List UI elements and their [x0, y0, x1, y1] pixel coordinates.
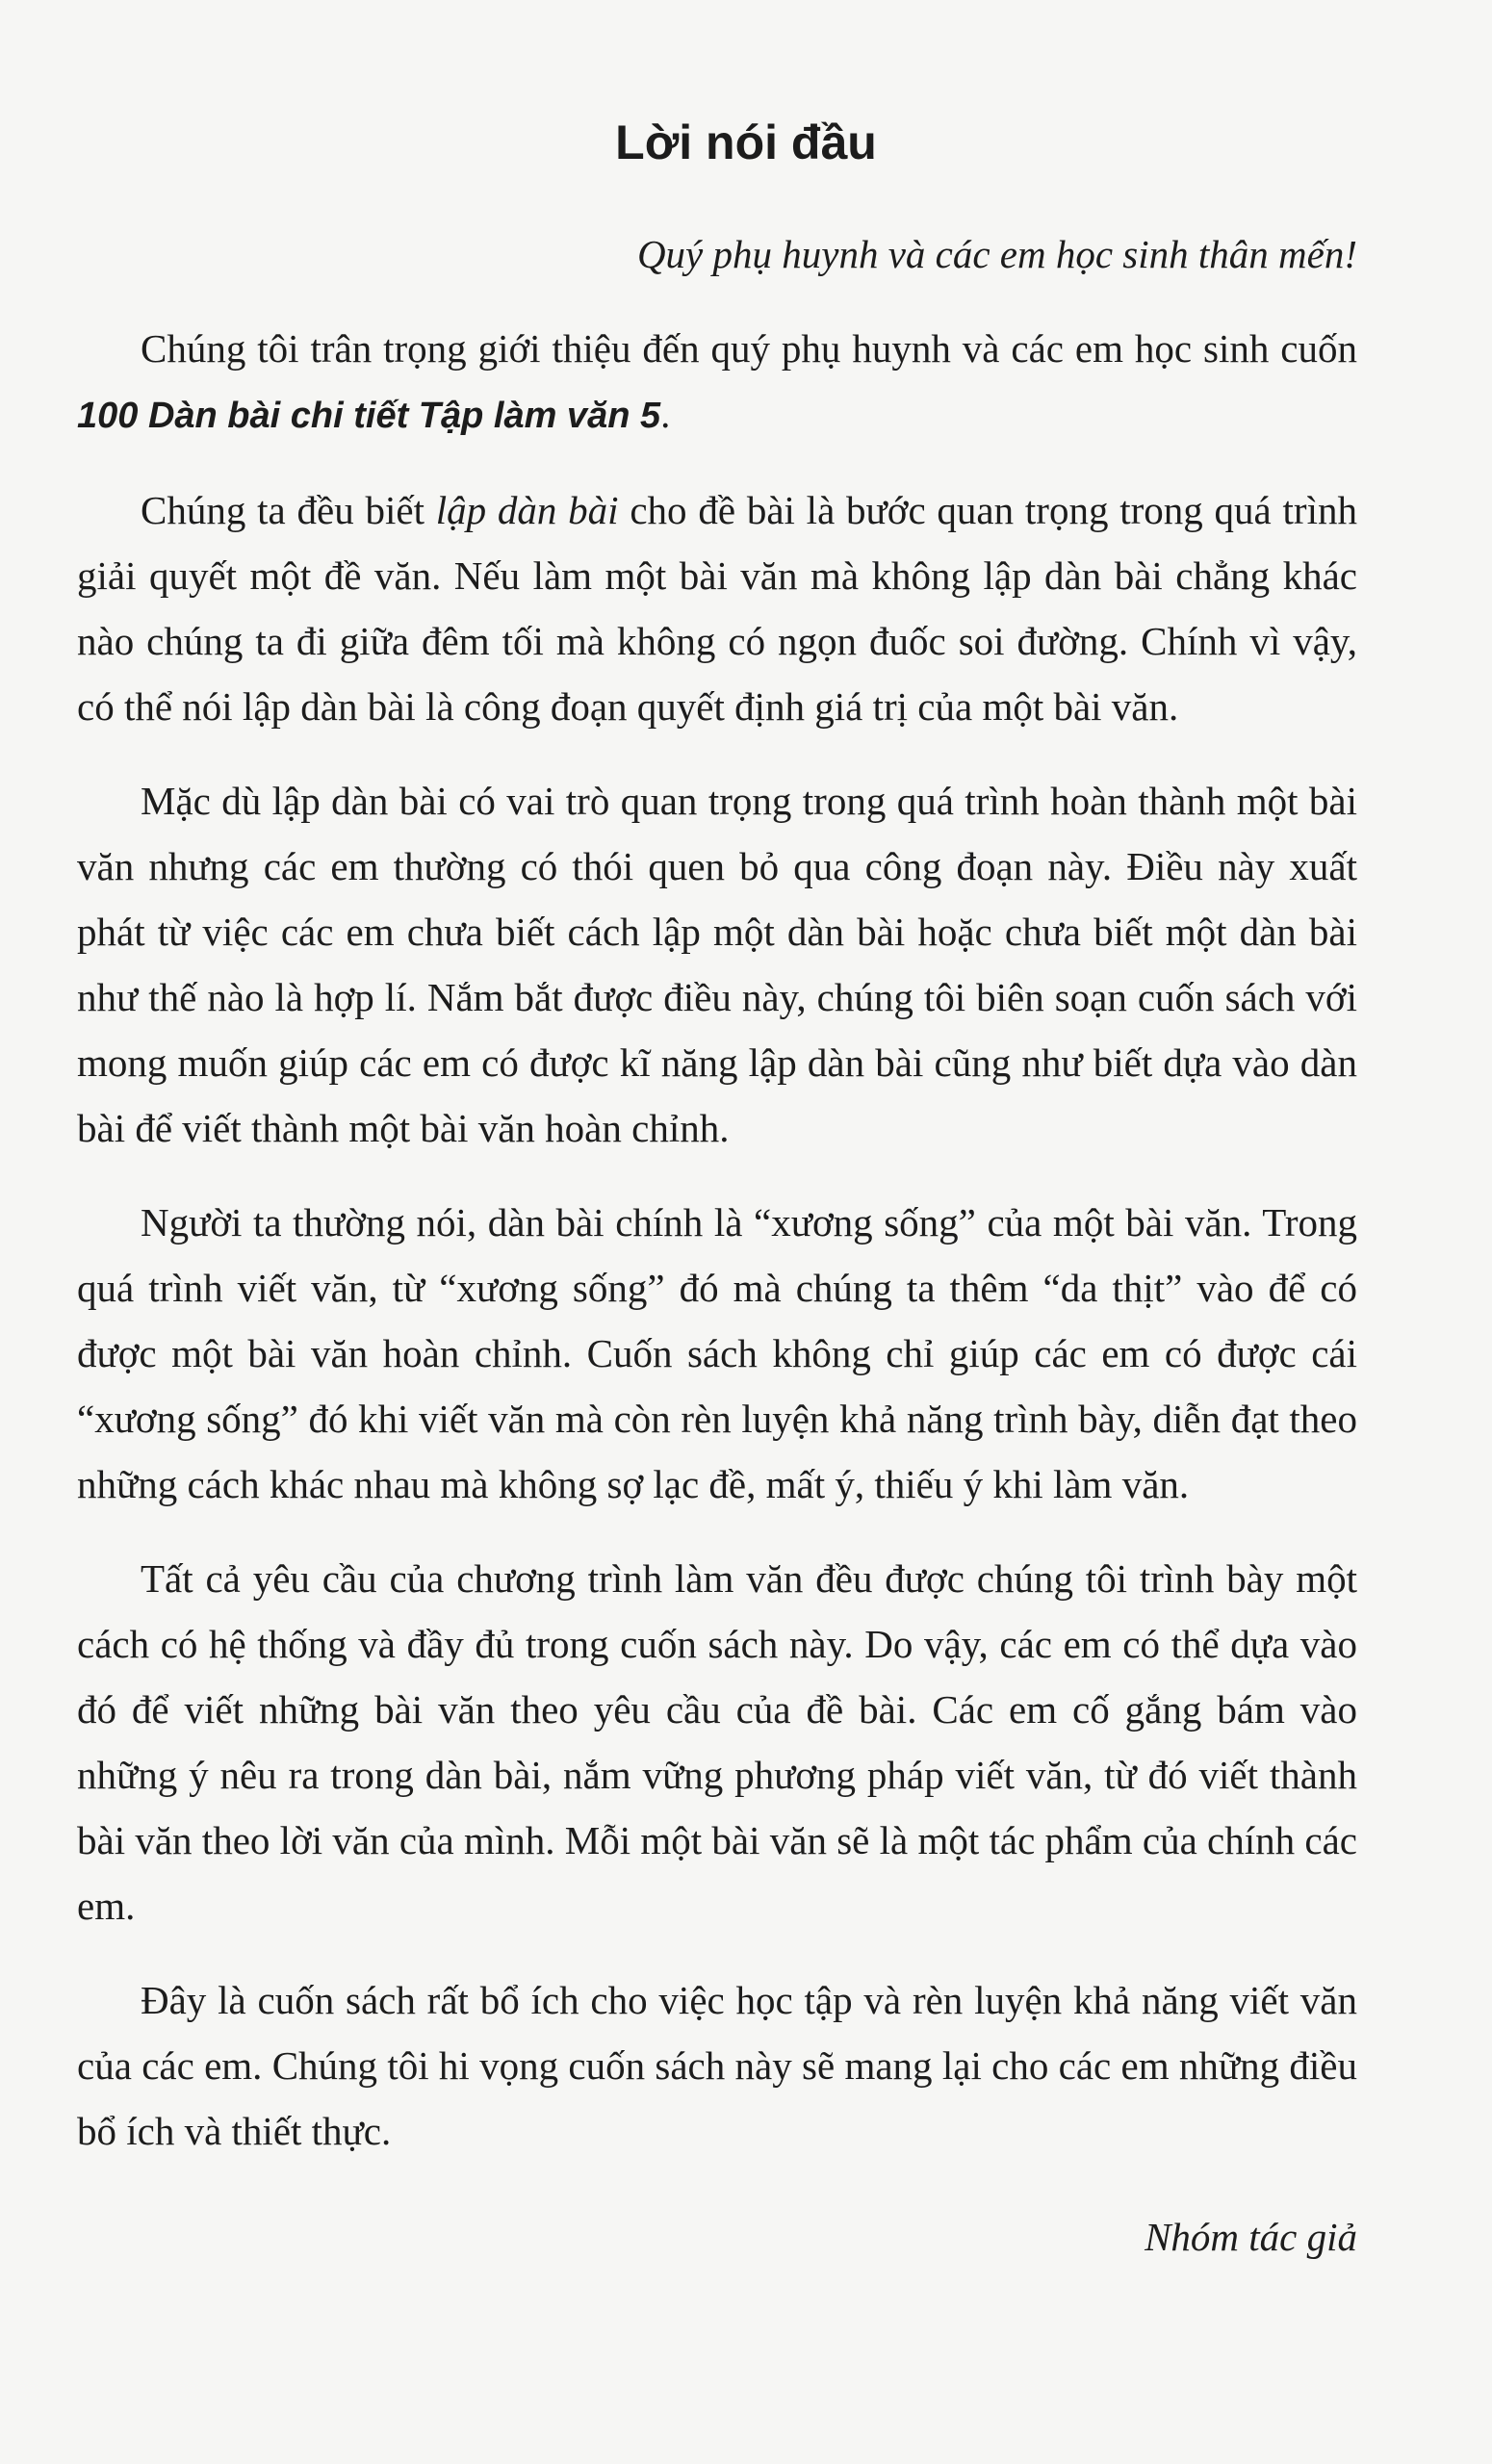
paragraph-habit: Mặc dù lập dàn bài có vai trò quan trọng trong quá trình hoàn thành một bài văn nhưng các em thường có thói quen bỏ qua công đoạn này. Điều này xuất phát từ việc các em chưa biết cách lập một dàn bài hoặc chưa biết một dàn bài như thế nào là hợp lí. Nắm bắt được điều này, chúng tôi biên soạn cuốn sách với mong muốn giúp các em có được kĩ năng lập dàn bài cũng như biết dựa vào dàn bài để viết thành một bài văn hoàn chỉnh. — [77, 779, 1357, 1150]
page-title: Lời nói đầu — [615, 116, 877, 169]
paragraph-intro-text: Chúng tôi trân trọng giới thiệu đến quý phụ huynh và các em học sinh cuốn — [141, 326, 1357, 371]
paragraph-closing: Đây là cuốn sách rất bổ ích cho việc học tập và rèn luyện khả năng viết văn của các em. Chúng tôi hi vọng cuốn sách này sẽ mang lại cho các em những điều bổ ích và thiết thực. — [77, 1978, 1357, 2153]
paragraph-outline-importance-rest: cho đề bài là bước quan trọng trong quá trình giải quyết một đề văn. Nếu làm một bài văn mà không lập dàn bài chẳng khác nào chúng ta đi giữa đêm tối mà không có ngọn đuốc soi đường. Chính vì vậy, có thể nói lập dàn bài là công đoạn quyết định giá trị của một bài văn. — [77, 488, 1357, 729]
paragraph-backbone: Người ta thường nói, dàn bài chính là “xương sống” của một bài văn. Trong quá trình viết văn, từ “xương sống” đó mà chúng ta thêm “da thịt” vào để có được một bài văn hoàn chỉnh. Cuốn sách không chỉ giúp các em có được cái “xương sống” đó khi viết văn mà còn rèn luyện khả năng trình bày, diễn đạt theo những cách khác nhau mà không sợ lạc đề, mất ý, thiếu ý khi làm văn. — [77, 1200, 1357, 1506]
emphasis-lap-dan-bai: lập dàn bài — [435, 488, 619, 532]
paragraph-outline-importance — [77, 477, 1357, 739]
book-title: 100 Dàn bài chi tiết Tập làm văn 5 — [77, 396, 661, 436]
paragraph-intro-end: . — [660, 392, 671, 436]
paragraph-program: Tất cả yêu cầu của chương trình làm văn đều được chúng tôi trình bày một cách có hệ thống và đầy đủ trong cuốn sách này. Do vậy, các em có thể dựa vào đó để viết những bài văn theo yêu cầu của đề bài. Các em cố gắng bám vào những ý nêu ra trong dàn bài, nắm vững phương pháp viết văn, từ đó viết thành bài văn theo lời văn của mình. Mỗi một bài văn sẽ là một tác phẩm của chính các em. — [77, 1556, 1357, 1928]
paragraph-outline-importance-start: Chúng ta đều biết — [141, 488, 436, 532]
signature: Nhóm tác giả — [1145, 2215, 1357, 2259]
paragraph-intro — [77, 316, 1357, 449]
greeting: Quý phụ huynh và các em học sinh thân mến! — [636, 232, 1357, 276]
